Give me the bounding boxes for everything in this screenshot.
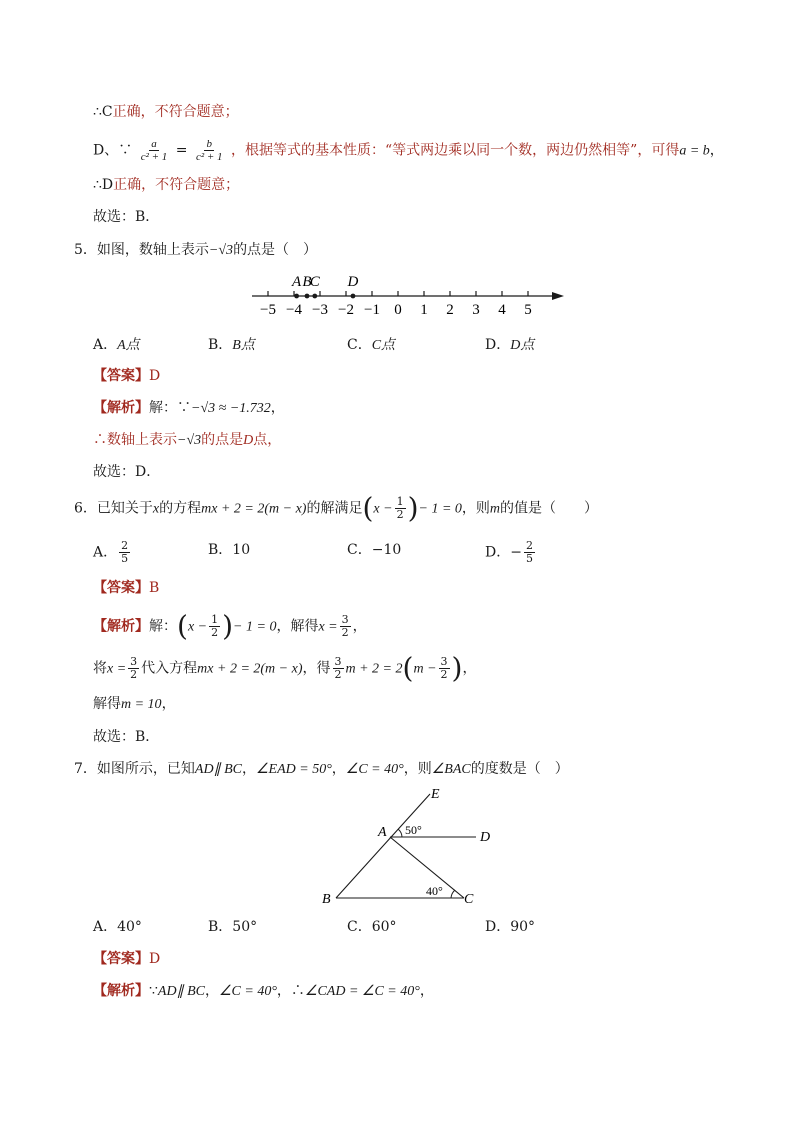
arrow-right-icon bbox=[552, 292, 564, 300]
point-label-b: B bbox=[302, 274, 312, 290]
tick-label: −4 bbox=[286, 302, 302, 318]
number-line-figure bbox=[248, 270, 568, 320]
q6-option-c[interactable]: C．−10 bbox=[347, 542, 402, 558]
line-be bbox=[336, 794, 430, 898]
fraction: $\frac{a}{\text{c² + 1}}$ bbox=[140, 138, 168, 163]
q5-final: 故选：D． bbox=[93, 464, 161, 480]
q6-analysis-2: 将x = $\frac{3}{2}$ 代入方程mx + 2 = 2(m − x)，得 $\frac{3}{2}$ m + 2 = 2(m − $\frac{3}{2}$ )， bbox=[93, 651, 477, 685]
label-b: B bbox=[322, 892, 331, 907]
point-b bbox=[305, 294, 310, 299]
math-c: C bbox=[101, 104, 113, 120]
text-line: ∴C正确，不符合题意； bbox=[93, 104, 239, 120]
q6-final: 故选：B． bbox=[93, 729, 160, 745]
q5-option-d[interactable]: D．D点 bbox=[485, 337, 535, 353]
angle-label-50: 50° bbox=[405, 823, 422, 837]
q5-analysis: 【解析】解：∵−√3 ≈ −1.732， bbox=[93, 400, 285, 416]
text-line: 故选：B． bbox=[93, 209, 160, 225]
q5-option-a[interactable]: A．A点 bbox=[93, 337, 140, 353]
q6-option-b[interactable]: B．10 bbox=[208, 542, 251, 558]
text-line: ∴D正确，不符合题意； bbox=[93, 177, 240, 193]
label-e: E bbox=[431, 787, 440, 802]
label-c: C bbox=[464, 892, 474, 907]
q7-option-b[interactable]: B．50° bbox=[208, 919, 258, 935]
angle-label-40: 40° bbox=[426, 884, 443, 898]
angle-arc-c bbox=[451, 890, 455, 898]
tick-label: 3 bbox=[472, 302, 480, 318]
point-a bbox=[294, 294, 299, 299]
point-label-a: A bbox=[292, 274, 302, 290]
question-7-stem: 7．如图所示，已知AD∥ BC，∠EAD = 50°，∠C = 40°，则∠BAC的度数是（ ） bbox=[74, 761, 569, 777]
tick-label: 5 bbox=[524, 302, 532, 318]
tick-label: −2 bbox=[338, 302, 354, 318]
tick-label: −3 bbox=[312, 302, 328, 318]
tick-label: 4 bbox=[498, 302, 506, 318]
tick-label: −5 bbox=[260, 302, 276, 318]
q7-option-c[interactable]: C．60° bbox=[347, 919, 397, 935]
q6-answer: 【答案】B bbox=[93, 580, 160, 596]
point-label-c: C bbox=[309, 274, 320, 290]
tick-label: 1 bbox=[420, 302, 428, 318]
question-5-stem: 5．如图，数轴上表示−√3的点是（ ） bbox=[74, 242, 318, 258]
text-line: D、∵ $\frac{a}{\text{c² + 1}}$ = $\frac{b}{\text{c² + 1}}$ ，根据等式的基本性质：“等式两边乘以同一个数，两边仍然相等”，可得a = b， bbox=[93, 138, 724, 163]
tick-label: −1 bbox=[364, 302, 380, 318]
point-label-d: D bbox=[347, 274, 359, 290]
q5-option-c[interactable]: C．C点 bbox=[347, 337, 396, 353]
q6-option-d[interactable]: D．− $\frac{2}{5}$ bbox=[485, 539, 533, 565]
point-c bbox=[312, 294, 317, 299]
q5-analysis-2: ∴数轴上表示−√3的点是D点， bbox=[93, 432, 282, 448]
q7-option-a[interactable]: A．40° bbox=[93, 919, 142, 935]
q7-analysis: 【解析】∵AD∥ BC，∠C = 40°，∴∠CAD = ∠C = 40°， bbox=[93, 983, 434, 999]
question-6-stem: 6．已知关于x的方程mx + 2 = 2(m − x)的解满足(x − $\frac{1}{2}$ )− 1 = 0，则m的值是（ ） bbox=[74, 491, 599, 525]
label-a: A bbox=[378, 825, 387, 840]
q5-option-b[interactable]: B．B点 bbox=[208, 337, 255, 353]
tick-label: 2 bbox=[446, 302, 454, 318]
label-d: D bbox=[480, 830, 491, 845]
tick-label: 0 bbox=[394, 302, 402, 318]
fraction: $\frac{b}{\text{c² + 1}}$ bbox=[195, 138, 223, 163]
q7-answer: 【答案】D bbox=[93, 951, 161, 967]
q5-answer: 【答案】D bbox=[93, 368, 161, 384]
q6-analysis: 【解析】解：(x − $\frac{1}{2}$ )− 1 = 0，解得x = $\frac{3}{2}$ ， bbox=[93, 609, 367, 643]
angle-arc-ead bbox=[398, 829, 402, 837]
q7-option-d[interactable]: D．90° bbox=[485, 919, 536, 935]
geometry-figure bbox=[318, 784, 508, 908]
q6-analysis-3: 解得m = 10， bbox=[93, 696, 176, 712]
point-d bbox=[351, 294, 356, 299]
q6-option-a[interactable]: A． $\frac{2}{5}$ bbox=[93, 539, 129, 565]
